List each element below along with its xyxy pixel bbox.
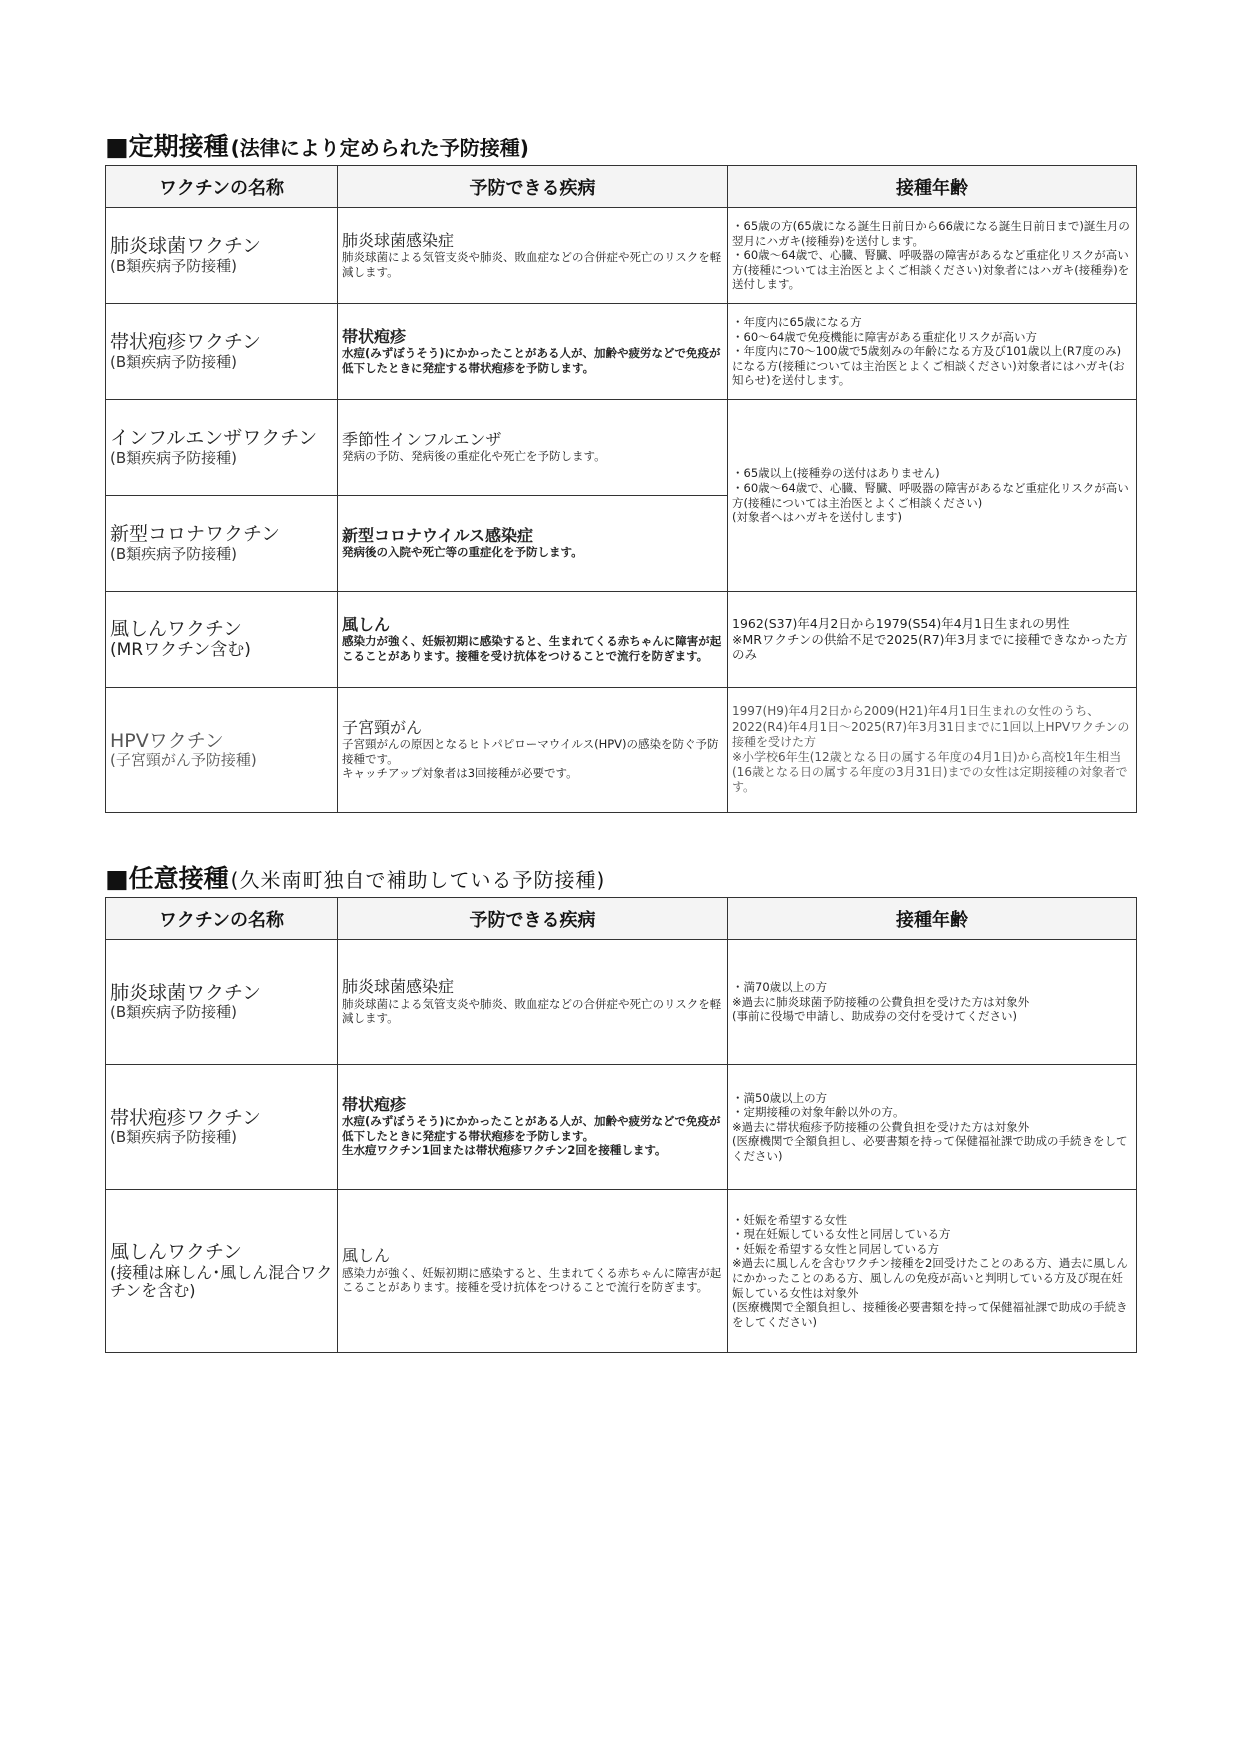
disease-description: 水痘(みずぼうそう)にかかったことがある人が、加齢や疲労などで免疫が低下したときに発症する帯状疱疹を予防します。 bbox=[342, 1114, 721, 1143]
age-text bbox=[732, 466, 1132, 524]
age-text bbox=[732, 616, 1132, 664]
vaccine-category: (MRワクチン含む) bbox=[110, 639, 251, 660]
vaccine-name: 肺炎球菌ワクチン bbox=[110, 235, 262, 258]
age-line: ※過去に風しんを含むワクチン接種を2回受けたことのある方、過去に風しんにかかったことのある方、風しんの免疫が高いと判明している方及び現在妊娠している女性は対象外 bbox=[732, 1256, 1128, 1300]
vaccine-category: (B類疾病予防接種) bbox=[110, 544, 237, 563]
header-disease: 予防できる疾病 bbox=[338, 898, 728, 940]
age-cell bbox=[728, 1190, 1137, 1353]
age-line: ・60～64歳で免疫機能に障害がある重症化リスクが高い方 bbox=[732, 329, 1038, 344]
vaccine-name-cell bbox=[106, 940, 338, 1065]
disease-cell bbox=[338, 400, 728, 496]
section-title-sub: (久米南町独自で補助している予防接種) bbox=[230, 868, 606, 892]
section-title-main: 定期接種 bbox=[128, 132, 229, 161]
table-header-row bbox=[106, 898, 1137, 940]
disease-cell bbox=[338, 1190, 728, 1353]
disease-description: 肺炎球菌による気管支炎や肺炎、敗血症などの合併症や死亡のリスクを軽減します。 bbox=[342, 250, 722, 279]
disease-cell bbox=[338, 592, 728, 688]
table-row bbox=[106, 688, 1137, 813]
age-text bbox=[732, 1213, 1132, 1330]
age-line: ※過去に肺炎球菌予防接種の公費負担を受けた方は対象外 bbox=[732, 994, 1030, 1009]
age-line: ・65歳以上(接種券の送付はありません) bbox=[732, 466, 940, 481]
vaccine-category: (B類疾病予防接種) bbox=[110, 1003, 237, 1021]
table-header-row bbox=[106, 166, 1137, 208]
age-cell bbox=[728, 304, 1137, 400]
vaccine-name: インフルエンザワクチン bbox=[110, 427, 318, 450]
vaccine-name-cell bbox=[106, 304, 338, 400]
vaccine-category: (B類疾病予防接種) bbox=[110, 256, 237, 275]
age-line: ・60歳～64歳で、心臓、腎臓、呼吸器の障害があるなど重症化リスクが高い方(接種については主治医とよくご相談ください) bbox=[732, 480, 1129, 510]
table-row bbox=[106, 208, 1137, 304]
vaccine-category: (B類疾病予防接種) bbox=[110, 352, 237, 371]
age-text bbox=[732, 704, 1132, 795]
age-line: ・60歳～64歳で、心臓、腎臓、呼吸器の障害があるなど重症化リスクが高い方(接種については主治医とよくご相談ください)対象者にはハガキ(接種券)を送付します。 bbox=[732, 248, 1130, 292]
disease-name: 風しん bbox=[342, 1246, 391, 1266]
table-row bbox=[106, 304, 1137, 400]
disease-cell bbox=[338, 496, 728, 592]
age-line: ・満70歳以上の方 bbox=[732, 980, 828, 995]
vaccine-table bbox=[105, 897, 1137, 1353]
disease-name: 子宮頸がん bbox=[342, 717, 423, 737]
age-line: (医療機関で全額負担し、接種後必要書類を持って保健福祉課で助成の手続きをしてください) bbox=[732, 1300, 1128, 1329]
age-line: ・妊娠を希望する女性と同居している方 bbox=[732, 1241, 939, 1256]
age-line: ・妊娠を希望する女性 bbox=[732, 1212, 847, 1227]
disease-description: 発病後の入院や死亡等の重症化を予防します。 bbox=[342, 545, 583, 560]
age-line: ※小学校6年生(12歳となる日の属する年度の4月1日)から高校1年生相当(16歳となる日の属する年度の3月31日)までの女性は定期接種の対象者です。 bbox=[732, 750, 1128, 795]
section-title-main: 任意接種 bbox=[128, 864, 229, 893]
disease-name: 帯状疱疹 bbox=[342, 326, 407, 346]
disease-name: 肺炎球菌感染症 bbox=[342, 977, 455, 997]
age-line: ・定期接種の対象年齢以外の方。 bbox=[732, 1105, 905, 1120]
disease-description: 生水痘ワクチン1回または帯状疱疹ワクチン2回を接種します。 bbox=[342, 1143, 667, 1158]
square-bullet-icon: ■ bbox=[105, 864, 129, 893]
disease-description: 水痘(みずぼうそう)にかかったことがある人が、加齢や疲労などで免疫が低下したときに発症する帯状疱疹を予防します。 bbox=[342, 346, 721, 375]
table-row bbox=[106, 400, 1137, 496]
disease-name: 風しん bbox=[342, 614, 391, 634]
age-line: ※過去に帯状疱疹予防接種の公費負担を受けた方は対象外 bbox=[732, 1119, 1030, 1134]
vaccine-name: 風しんワクチン bbox=[110, 1241, 243, 1264]
age-text bbox=[732, 1091, 1132, 1164]
age-line: ・満50歳以上の方 bbox=[732, 1090, 828, 1105]
disease-description: 感染力が強く、妊娠初期に感染すると、生まれてくる赤ちゃんに障害が起こることがあります。接種を受け抗体をつけることで流行を防ぎます。 bbox=[342, 1265, 722, 1295]
disease-description: 発病の予防、発病後の重症化や死亡を予防します。 bbox=[342, 449, 606, 464]
vaccine-category: (B類疾病予防接種) bbox=[110, 448, 237, 467]
section-routine-vaccination bbox=[105, 119, 1136, 813]
vaccine-table bbox=[105, 165, 1137, 813]
section-optional-vaccination bbox=[105, 851, 1136, 1353]
vaccine-name: 肺炎球菌ワクチン bbox=[110, 981, 262, 1004]
table-row bbox=[106, 1190, 1137, 1353]
disease-description: 子宮頸がんの原因となるヒトパピローマウイルス(HPV)の感染を防ぐ予防接種です。 bbox=[342, 737, 719, 766]
header-disease: 予防できる疾病 bbox=[338, 166, 728, 208]
age-line: ※MRワクチンの供給不足で2025(R7)年3月までに接種できなかった方のみ bbox=[732, 631, 1128, 663]
disease-cell bbox=[338, 940, 728, 1065]
header-vaccine-name: ワクチンの名称 bbox=[106, 166, 338, 208]
vaccine-name: 帯状疱疹ワクチン bbox=[110, 331, 262, 354]
vaccine-name: 新型コロナワクチン bbox=[110, 523, 281, 546]
disease-name: 季節性インフルエンザ bbox=[342, 430, 502, 449]
disease-name: 新型コロナウイルス感染症 bbox=[342, 526, 534, 545]
section-title bbox=[105, 851, 1136, 891]
section-title-sub: (法律により定められた予防接種) bbox=[230, 136, 529, 160]
vaccine-category: (子宮頸がん予防接種) bbox=[110, 751, 257, 769]
age-cell bbox=[728, 1065, 1137, 1190]
vaccine-name-cell bbox=[106, 592, 338, 688]
age-cell bbox=[728, 940, 1137, 1065]
disease-name: 帯状疱疹 bbox=[342, 1094, 407, 1114]
vaccine-name-cell bbox=[106, 496, 338, 592]
age-cell bbox=[728, 592, 1137, 688]
header-age: 接種年齢 bbox=[728, 898, 1137, 940]
age-line: ・65歳の方(65歳になる誕生日前日から66歳になる誕生日前日まで)誕生月の翌月にハガキ(接種券)を送付します。 bbox=[732, 219, 1130, 248]
shared-age-cell bbox=[728, 400, 1137, 592]
vaccine-name-cell bbox=[106, 688, 338, 813]
vaccine-category: (B類疾病予防接種) bbox=[110, 1128, 237, 1146]
age-text bbox=[732, 980, 1132, 1024]
age-line: 1962(S37)年4月2日から1979(S54)年4月1日生まれの男性 bbox=[732, 615, 1070, 631]
header-age: 接種年齢 bbox=[728, 166, 1137, 208]
age-cell bbox=[728, 208, 1137, 304]
age-line: (医療機関で全額負担し、必要書類を持って保健福祉課で助成の手続きをしてください) bbox=[732, 1134, 1128, 1163]
age-line: (事前に役場で申請し、助成券の交付を受けてください) bbox=[732, 1009, 1017, 1024]
age-line: ・年度内に70～100歳で5歳刻みの年齢になる方及び101歳以上(R7度のみ)になる方(接種については主治医とよくご相談ください)対象者にはハガキ(お知らせ)を送付します。 bbox=[732, 344, 1125, 388]
age-text bbox=[732, 315, 1132, 388]
vaccine-name: HPVワクチン bbox=[110, 729, 224, 752]
vaccine-name: 帯状疱疹ワクチン bbox=[110, 1106, 262, 1129]
table-row bbox=[106, 1065, 1137, 1190]
disease-cell bbox=[338, 304, 728, 400]
header-vaccine-name: ワクチンの名称 bbox=[106, 898, 338, 940]
age-line: ・年度内に65歳になる方 bbox=[732, 315, 862, 330]
disease-description: 感染力が強く、妊娠初期に感染すると、生まれてくる赤ちゃんに障害が起こることがあります。接種を受け抗体をつけることで流行を防ぎます。 bbox=[342, 634, 722, 663]
vaccine-category: (接種は麻しん･風しん混合ワクチンを含む) bbox=[110, 1262, 333, 1300]
table-row bbox=[106, 592, 1137, 688]
vaccine-name-cell bbox=[106, 1190, 338, 1353]
vaccine-name-cell bbox=[106, 1065, 338, 1190]
section-title bbox=[105, 119, 1136, 159]
age-line: (対象者へはハガキを送付します) bbox=[732, 510, 902, 525]
disease-name: 肺炎球菌感染症 bbox=[342, 230, 455, 250]
disease-description: キャッチアップ対象者は3回接種が必要です。 bbox=[342, 766, 578, 781]
disease-cell bbox=[338, 1065, 728, 1190]
age-line: ・現在妊娠している女性と同居している方 bbox=[732, 1227, 951, 1242]
age-line: 1997(H9)年4月2日から2009(H21)年4月1日生まれの女性のうち、2022(R4)年4月1日～2025(R7)年3月31日までに1回以上HPVワクチンの接種を受けた方 bbox=[732, 704, 1130, 749]
vaccine-name-cell bbox=[106, 400, 338, 496]
square-bullet-icon: ■ bbox=[105, 132, 129, 161]
disease-description: 肺炎球菌による気管支炎や肺炎、敗血症などの合併症や死亡のリスクを軽減します。 bbox=[342, 996, 722, 1026]
age-cell bbox=[728, 688, 1137, 813]
age-text bbox=[732, 219, 1132, 292]
disease-cell bbox=[338, 688, 728, 813]
vaccine-name: 風しんワクチン bbox=[110, 618, 243, 641]
table-row bbox=[106, 940, 1137, 1065]
vaccine-name-cell bbox=[106, 208, 338, 304]
disease-cell bbox=[338, 208, 728, 304]
